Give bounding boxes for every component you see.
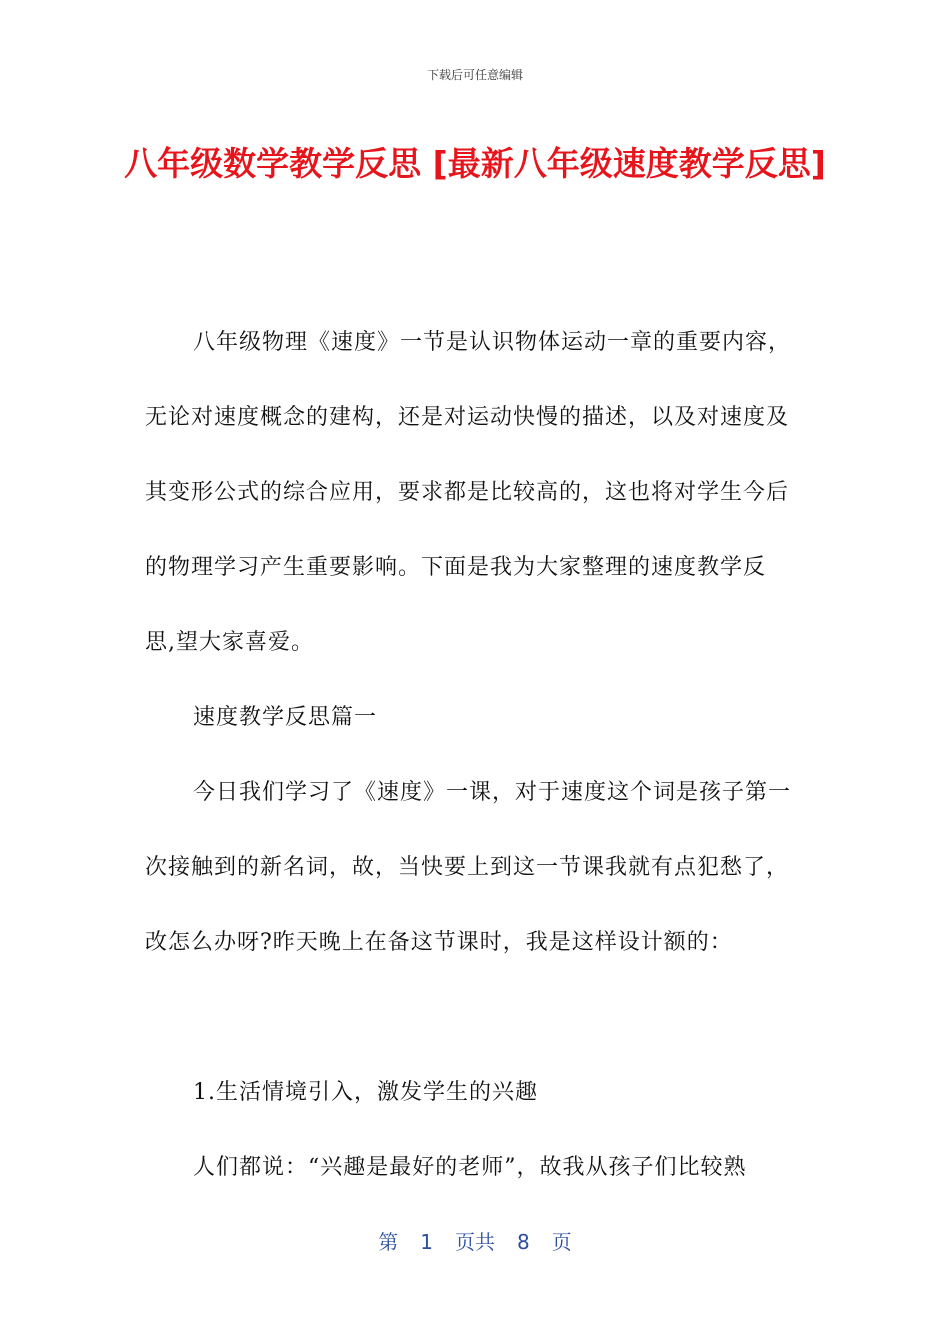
footer-page-label: 第 bbox=[378, 1230, 399, 1254]
footer-page-suffix: 页 bbox=[551, 1230, 572, 1254]
section-heading-1: 速度教学反思篇一 bbox=[193, 705, 378, 730]
footer-total-pages: 8 bbox=[517, 1230, 530, 1254]
footer-total-label: 页共 bbox=[455, 1230, 495, 1254]
document-title: 八年级数学教学反思 [最新八年级速度教学反思] bbox=[124, 144, 826, 183]
header-note: 下载后可任意编辑 bbox=[426, 68, 523, 82]
footer-current-page: 1 bbox=[420, 1230, 433, 1254]
section-heading-2: 1.生活情境引入，激发学生的兴趣 bbox=[193, 1080, 538, 1105]
body-paragraph-2: 今日我们学习了《速度》一课，对于速度这个词是孩子第一次接触到的新名词，故，当快要上到这一节课我就有点犯愁了，改怎么办呀?昨天晚上在备这节课时，我是这样设计额的： bbox=[145, 780, 792, 955]
page-footer bbox=[0, 1226, 950, 1255]
intro-paragraph: 八年级物理《速度》一节是认识物体运动一章的重要内容，无论对速度概念的建构，还是对运动快慢的描述，以及对速度及其变形公式的综合应用，要求都是比较高的，这也将对学生今后的物理学习产生重要影响。下面是我为大家整理的速度教学反思,望大家喜爱。 bbox=[145, 330, 792, 655]
body-paragraph-3: 人们都说：“兴趣是最好的老师”，故我从孩子们比较熟 bbox=[193, 1155, 747, 1180]
